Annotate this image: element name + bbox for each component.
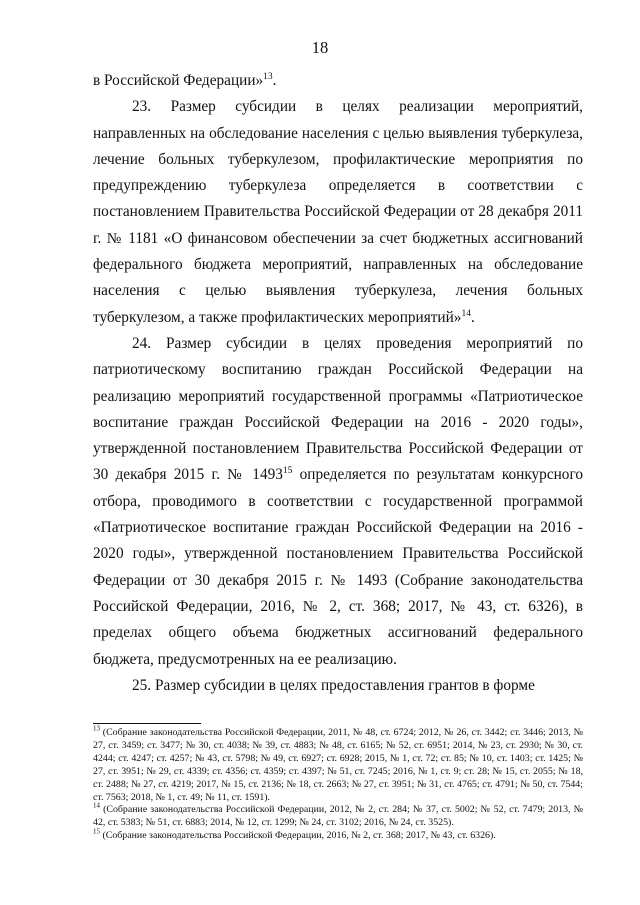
footnote-separator [93, 723, 201, 724]
paragraph-23 [93, 94, 583, 331]
footnote-ref-13[interactable]: 13 [263, 71, 273, 82]
paragraph-text: 24. Размер субсидии в целях проведения мероприятий по патриотическому воспитанию граждан Российской Федерации на реализацию мероприятий государственной программы «Патриотическое воспитание граждан Российской Федерации на 2016 - 2020 годы», утвержденной постановлением Правительства Российской Федерации от 30 декабря 2015 г. № 1493 [93, 334, 583, 484]
page-number: 18 [311, 38, 329, 57]
footnote-mark: 13 [93, 724, 100, 733]
paragraph-tail: . [470, 308, 475, 326]
footnote-text: (Собрание законодательства Российской Федерации, 2016, № 2, ст. 368; 2017, № 43, ст. 6326). [100, 830, 496, 842]
paragraph-text: 25. Размер субсидии в целях предоставления грантов в форме [132, 676, 535, 694]
body-text [93, 68, 583, 699]
footnote-mark: 14 [93, 802, 100, 811]
footnote-mark: 15 [93, 827, 100, 836]
paragraph-text: в Российской Федерации» [93, 72, 264, 89]
footnotes [93, 724, 583, 843]
footnote-ref-14[interactable]: 14 [461, 308, 471, 319]
footnote-text: (Собрание законодательства Российской Федерации, 2012, № 2, ст. 284; № 37, ст. 5002; № 52, ст. 7479; 2013, № 42, ст. 5383; № 51, ст. 6883; 2014, № 12, ст. 1299; № 24, ст. 3102; 2016, № 24, ст. 3525). [93, 804, 583, 829]
footnote-text: (Собрание законодательства Российской Федерации, 2011, № 48, ст. 6724; 2012, № 26, ст. 3442; ст. 3446; 2013, № 27, ст. 3459; ст. 3477; № 30, ст. 4038; № 39, ст. 4883; № 48, ст. 6165; № 52, ст. 6951; 2014, № 23, ст. 2930; № 30, ст. 4244; ст. 4247; ст. 4257; № 43, ст. 5798; № 49, ст. 6927; ст. 6928; 2015, № 1, ст. 72; ст. 85; № 10, ст. 1403; ст. 1425; № 27, ст. 3951; № 29, ст. 4339; ст. 4356; ст. 4359; ст. 4397; № 51, ст. 7245; 2016, № 1, ст. 9; ст. 28; № 15, ст. 2055; № 18, ст. 2488; № 27, ст. 4219; 2017, № 15, ст. 2136; № 18, ст. 2663; № 27, ст. 3951; № 31, ст. 4765; ст. 4791; № 50, ст. 7544; ст. 7563; 2018, № 1, ст. 49; № 11, ст. 1591). [93, 727, 583, 803]
footnote-15 [93, 827, 583, 843]
footnote-14 [93, 804, 583, 830]
footnote-13 [93, 724, 583, 804]
paragraph-25 [93, 673, 583, 699]
paragraph-tail: определяется по результатам конкурсного отбора, проводимого в соответствии с государственной программой «Патриотическое воспитание граждан Российской Федерации на 2016 - 2020 годы», утвержденной постановлением Правительства Российской Федерации от 30 декабря 2015 г. № 1493 (Собрание законодательства Российской Федерации, 2016, № 2, ст. 368; 2017, № 43, ст. 6326), в пределах общего объема бюджетных ассигнований федерального бюджета, предусмотренных на ее реализацию. [93, 466, 583, 668]
paragraph-text: 23. Размер субсидии в целях реализации мероприятий, направленных на обследование населения с целью выявления туберкулеза, лечение больных туберкулезом, профилактические мероприятия по предупреждению туберкулеза определяется в соответствии с постановлением Правительства Российской Федерации от 28 декабря 2011 г. № 1181 «О финансовом обеспечении за счет бюджетных ассигнований федерального бюджета мероприятий, направленных на обследование населения с целью выявления туберкулеза, лечения больных туберкулезом, а также профилактических мероприятий» [93, 98, 583, 326]
paragraph-tail: . [272, 72, 277, 89]
footnote-ref-15[interactable]: 15 [282, 466, 293, 477]
paragraph-continuation [93, 68, 583, 94]
paragraph-24 [93, 331, 583, 673]
